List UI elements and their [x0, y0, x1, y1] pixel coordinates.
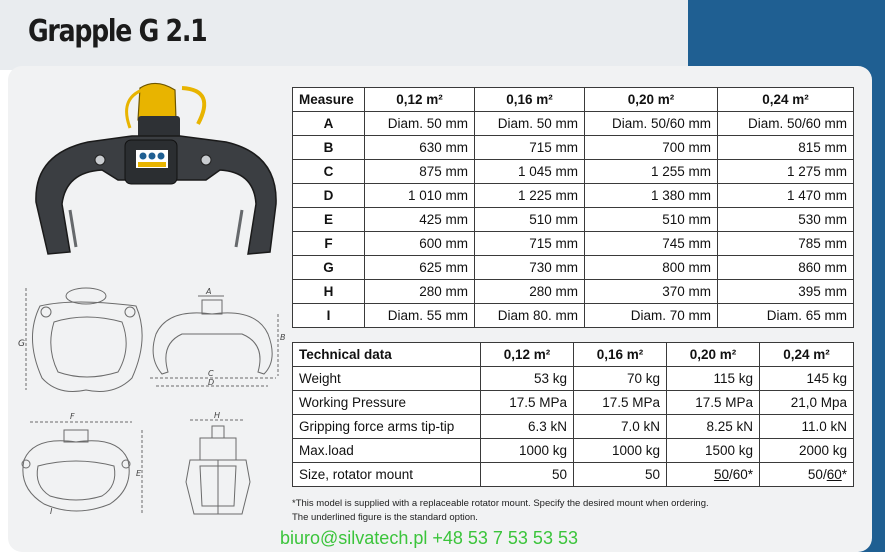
dim-label-b: B: [280, 333, 286, 342]
row-label: Working Pressure: [293, 391, 481, 415]
column-header: 0,24 m²: [718, 88, 854, 112]
table-cell: 6.3 kN: [481, 415, 574, 439]
table-cell: 145 kg: [760, 367, 854, 391]
table-row: [293, 439, 854, 463]
table-cell: 800 mm: [585, 256, 718, 280]
dim-label-a: A: [206, 287, 212, 296]
table-cell: Diam. 50/60 mm: [718, 112, 854, 136]
row-label: Weight: [293, 367, 481, 391]
measure-table-header: [293, 88, 854, 112]
technical-table-header: [293, 343, 854, 367]
table-cell: Diam. 50 mm: [365, 112, 475, 136]
table-row: [293, 184, 854, 208]
table-cell: 1 255 mm: [585, 160, 718, 184]
table-cell: Diam. 50/60 mm: [585, 112, 718, 136]
column-header: 0,16 m²: [475, 88, 585, 112]
table-cell: 730 mm: [475, 256, 585, 280]
table-cell: 700 mm: [585, 136, 718, 160]
table-cell: [760, 463, 854, 487]
column-header: 0,24 m²: [760, 343, 854, 367]
row-label: Size, rotator mount: [293, 463, 481, 487]
row-label: I: [293, 304, 365, 328]
table-row: [293, 391, 854, 415]
table-cell: 1000 kg: [574, 439, 667, 463]
table-row-rotator-mount: [293, 463, 854, 487]
table-cell: 860 mm: [718, 256, 854, 280]
table-cell: [667, 463, 760, 487]
table-cell: 1 275 mm: [718, 160, 854, 184]
table-cell: Diam. 70 mm: [585, 304, 718, 328]
table-cell: 425 mm: [365, 208, 475, 232]
table-cell: 875 mm: [365, 160, 475, 184]
standard-option-value: 50: [713, 467, 729, 482]
dim-label-f: F: [70, 412, 75, 421]
grapple-photo: [30, 82, 280, 262]
table-row: [293, 112, 854, 136]
table-cell: 715 mm: [475, 136, 585, 160]
table-cell: 280 mm: [475, 280, 585, 304]
table-cell: 600 mm: [365, 232, 475, 256]
dim-label-e: E: [136, 469, 142, 478]
row-label: E: [293, 208, 365, 232]
mount-value-rest: *: [841, 467, 847, 482]
table-cell: 50: [481, 463, 574, 487]
table-cell: 21,0 Mpa: [760, 391, 854, 415]
drawing-front-view: [14, 278, 154, 398]
drawing-rotator-view: [178, 410, 258, 522]
row-label: A: [293, 112, 365, 136]
table-cell: 785 mm: [718, 232, 854, 256]
dim-label-d: D: [208, 378, 215, 387]
row-label: G: [293, 256, 365, 280]
column-header: Measure: [293, 88, 365, 112]
dim-label-h: H: [214, 411, 221, 420]
table-cell: 510 mm: [585, 208, 718, 232]
table-cell: 530 mm: [718, 208, 854, 232]
technical-data-table: [292, 342, 854, 487]
table-row: [293, 367, 854, 391]
table-row: [293, 304, 854, 328]
footnote-rotator-mount: *This model is supplied with a replaceable rotator mount. Specify the desired mount when ordering.: [292, 498, 709, 509]
table-cell: Diam 80. mm: [475, 304, 585, 328]
dim-label-g: G: [18, 339, 25, 349]
table-cell: 280 mm: [365, 280, 475, 304]
table-cell: 370 mm: [585, 280, 718, 304]
table-cell: 17.5 MPa: [574, 391, 667, 415]
column-header: Technical data: [293, 343, 481, 367]
table-cell: 17.5 MPa: [481, 391, 574, 415]
table-cell: 1 470 mm: [718, 184, 854, 208]
mount-value-rest: /60*: [728, 467, 753, 482]
table-cell: 8.25 kN: [667, 415, 760, 439]
column-header: 0,12 m²: [365, 88, 475, 112]
table-cell: Diam. 65 mm: [718, 304, 854, 328]
table-row: [293, 208, 854, 232]
standard-option-value: 60: [826, 467, 842, 482]
table-cell: Diam. 50 mm: [475, 112, 585, 136]
row-label: F: [293, 232, 365, 256]
table-cell: 115 kg: [667, 367, 760, 391]
table-row: [293, 256, 854, 280]
column-header: 0,16 m²: [574, 343, 667, 367]
table-cell: 1 045 mm: [475, 160, 585, 184]
measure-table: [292, 87, 854, 328]
table-cell: 17.5 MPa: [667, 391, 760, 415]
table-cell: 630 mm: [365, 136, 475, 160]
table-row: [293, 280, 854, 304]
mount-value-plain: 50/: [807, 467, 827, 482]
dim-label-i: I: [50, 507, 53, 516]
row-label: D: [293, 184, 365, 208]
column-header: 0,20 m²: [585, 88, 718, 112]
table-cell: 53 kg: [481, 367, 574, 391]
dim-label-c: C: [208, 369, 214, 378]
table-cell: 395 mm: [718, 280, 854, 304]
table-cell: 50: [574, 463, 667, 487]
contact-info[interactable]: biuro@silvatech.pl +48 53 7 53 53 53: [280, 528, 578, 548]
table-cell: 2000 kg: [760, 439, 854, 463]
table-cell: 7.0 kN: [574, 415, 667, 439]
table-row: [293, 136, 854, 160]
table-cell: 745 mm: [585, 232, 718, 256]
table-cell: 70 kg: [574, 367, 667, 391]
row-label: H: [293, 280, 365, 304]
drawing-open-view: [14, 408, 154, 528]
table-cell: 1 380 mm: [585, 184, 718, 208]
row-label: C: [293, 160, 365, 184]
table-cell: 510 mm: [475, 208, 585, 232]
footnote-underlined: The underlined figure is the standard option.: [292, 512, 478, 523]
table-row: [293, 160, 854, 184]
table-cell: 1500 kg: [667, 439, 760, 463]
table-cell: 1000 kg: [481, 439, 574, 463]
table-row: [293, 415, 854, 439]
page-title: Grapple G 2.1: [28, 14, 207, 49]
row-label: Max.load: [293, 439, 481, 463]
row-label: Gripping force arms tip-tip: [293, 415, 481, 439]
table-cell: 625 mm: [365, 256, 475, 280]
table-cell: 1 225 mm: [475, 184, 585, 208]
table-row: [293, 232, 854, 256]
row-label: B: [293, 136, 365, 160]
table-cell: 1 010 mm: [365, 184, 475, 208]
column-header: 0,12 m²: [481, 343, 574, 367]
table-cell: Diam. 55 mm: [365, 304, 475, 328]
drawing-side-view: [146, 286, 286, 396]
column-header: 0,20 m²: [667, 343, 760, 367]
table-cell: 11.0 kN: [760, 415, 854, 439]
table-cell: 715 mm: [475, 232, 585, 256]
table-cell: 815 mm: [718, 136, 854, 160]
